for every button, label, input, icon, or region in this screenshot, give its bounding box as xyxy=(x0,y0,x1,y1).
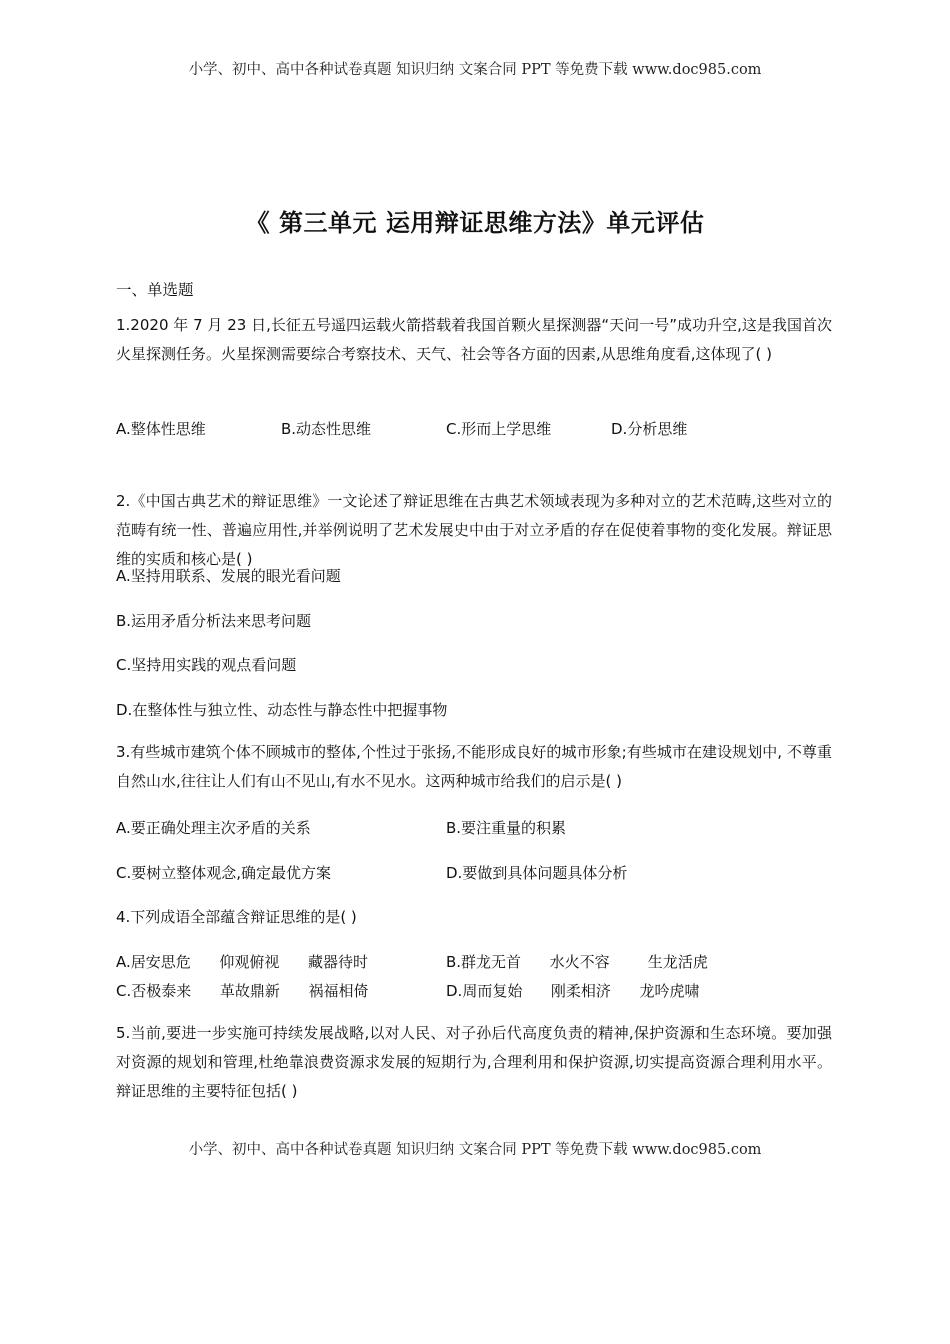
page-footer: 小学、初中、高中各种试卷真题 知识归纳 文案合同 PPT 等免费下载 www.doc985.com xyxy=(188,1142,762,1158)
question-4-option-d: D.周而复始 刚柔相济 龙吟虎啸 xyxy=(446,982,700,1000)
question-1-stem: 1.2020 年 7 月 23 日,长征五号遥四运载火箭搭载着我国首颗火星探测器“天问一号”成功升空,这是我国首次火星探测任务。火星探测需要综合考察技术、天气、社会等各方面的因素,从思维角度看,这体现了( ) xyxy=(116,316,832,363)
question-1-option-a: A.整体性思维 xyxy=(116,420,206,438)
question-2-option-d: D.在整体性与独立性、动态性与静态性中把握事物 xyxy=(116,701,448,719)
section-title: 一、单选题 xyxy=(116,281,194,299)
question-2-option-a: A.坚持用联系、发展的眼光看问题 xyxy=(116,567,341,585)
question-3-option-c: C.要树立整体观念,确定最优方案 xyxy=(116,864,332,882)
question-3-option-d: D.要做到具体问题具体分析 xyxy=(446,864,628,882)
question-2-stem: 2.《中国古典艺术的辩证思维》一文论述了辩证思维在古典艺术领域表现为多种对立的艺术范畴,这些对立的范畴有统一性、普遍应用性,并举例说明了艺术发展史中由于对立矛盾的存在促使着事物的变化发展。辩证思维的实质和核心是( ) xyxy=(116,492,832,568)
question-4-option-a: A.居安思危 仰观俯视 藏器待时 xyxy=(116,953,368,971)
question-2-option-b: B.运用矛盾分析法来思考问题 xyxy=(116,612,312,630)
question-4-option-b: B.群龙无首 水火不容 生龙活虎 xyxy=(446,953,708,971)
question-3-stem: 3.有些城市建筑个体不顾城市的整体,个性过于张扬,不能形成良好的城市形象;有些城市在建设规划中, 不尊重自然山水,往往让人们有山不见山,有水不见水。这两种城市给我们的启示是( ) xyxy=(116,743,832,790)
question-3-option-b: B.要注重量的积累 xyxy=(446,819,567,837)
question-1-option-d: D.分析思维 xyxy=(611,420,688,438)
question-4-option-c: C.否极泰来 革故鼎新 祸福相倚 xyxy=(116,982,369,1000)
question-1-option-b: B.动态性思维 xyxy=(281,420,372,438)
page-header: 小学、初中、高中各种试卷真题 知识归纳 文案合同 PPT 等免费下载 www.doc985.com xyxy=(188,62,762,78)
question-5-stem: 5.当前,要进一步实施可持续发展战略,以对人民、对子孙后代高度负责的精神,保护资源和生态环境。要加强对资源的规划和管理,杜绝靠浪费资源求发展的短期行为,合理利用和保护资源,切实提高资源合理利用水平。辩证思维的主要特征包括( ) xyxy=(116,1024,832,1100)
document-title: 《 第三单元 运用辩证思维方法》单元评估 xyxy=(245,209,705,237)
question-4-stem: 4.下列成语全部蕴含辩证思维的是( ) xyxy=(116,908,357,926)
question-3-option-a: A.要正确处理主次矛盾的关系 xyxy=(116,819,311,837)
question-1-option-c: C.形而上学思维 xyxy=(446,420,552,438)
question-2-option-c: C.坚持用实践的观点看问题 xyxy=(116,656,297,674)
